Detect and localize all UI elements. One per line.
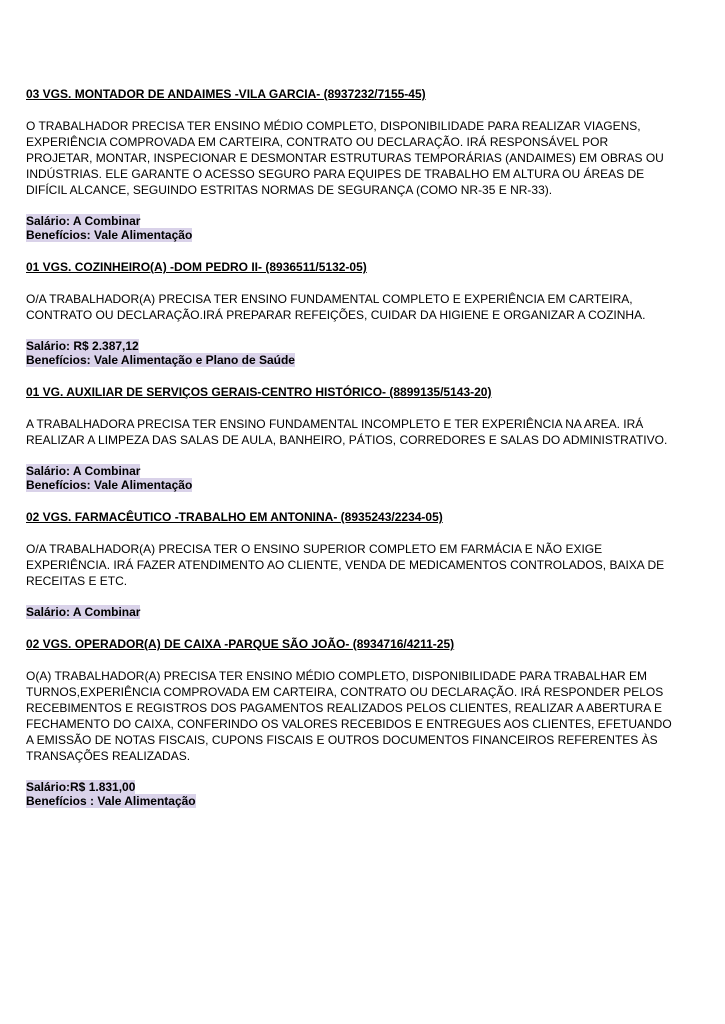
job-salary: Salário: A Combinar bbox=[26, 605, 141, 619]
job-benefits: Benefícios : Vale Alimentação bbox=[26, 794, 196, 808]
job-description: A TRABALHADORA PRECISA TER ENSINO FUNDAMENTAL INCOMPLETO E TER EXPERIÊNCIA NA AREA. IRÁ REALIZAR A LIMPEZA DAS SALAS DE AULA, BANHEIRO, PÁTIOS, CORREDORES E SALAS DO ADMINISTRATIVO. bbox=[26, 417, 668, 447]
job-posting-scaffold-assembler bbox=[26, 87, 685, 242]
job-title: 01 VGS. COZINHEIRO(A) -DOM PEDRO II- (8936511/5132-05) bbox=[26, 260, 367, 274]
job-title: 01 VG. AUXILIAR DE SERVIÇOS GERAIS-CENTRO HISTÓRICO- (8899135/5143-20) bbox=[26, 385, 492, 399]
job-description: O/A TRABALHADOR(A) PRECISA TER ENSINO FUNDAMENTAL COMPLETO E EXPERIÊNCIA EM CARTEIRA, CONTRATO OU DECLARAÇÃO.IRÁ PREPARAR REFEIÇÕES, CUIDAR DA HIGIENE E ORGANIZAR A COZINHA. bbox=[26, 292, 646, 322]
job-description: O(A) TRABALHADOR(A) PRECISA TER ENSINO MÉDIO COMPLETO, DISPONIBILIDADE PARA TRABALHAR EM TURNOS,EXPERIÊNCIA COMPROVADA EM CARTEIRA, CONTRATO OU DECLARAÇÃO. IRÁ RESPONDER PELOS RECEBIMENTOS E REGISTROS DOS PAGAMENTOS REALIZADOS PELOS CLIENTES, REALIZAR A ABERTURA E FECHAMENTO DO CAIXA, CONFERINDO OS VALORES RECEBIDOS E ENTREGUES AOS CLIENTES, EFETUANDO A EMISSÃO DE NOTAS FISCAIS, CUPONS FISCAIS E OUTROS DOCUMENTOS FINANCEIROS REFERENTES ÀS TRANSAÇÕES REALIZADAS. bbox=[26, 669, 672, 763]
job-benefits: Benefícios: Vale Alimentação bbox=[26, 478, 193, 492]
job-title: 03 VGS. MONTADOR DE ANDAIMES -VILA GARCIA- (8937232/7155-45) bbox=[26, 87, 426, 101]
job-salary: Salário: A Combinar bbox=[26, 464, 141, 478]
job-salary: Salário: A Combinar bbox=[26, 214, 141, 228]
job-posting-cashier bbox=[26, 637, 685, 808]
job-title: 02 VGS. FARMACÊUTICO -TRABALHO EM ANTONINA- (8935243/2234-05) bbox=[26, 510, 443, 524]
job-benefits: Benefícios: Vale Alimentação e Plano de Saúde bbox=[26, 353, 295, 367]
job-benefits: Benefícios: Vale Alimentação bbox=[26, 228, 193, 242]
job-posting-pharmacist bbox=[26, 510, 685, 619]
job-title: 02 VGS. OPERADOR(A) DE CAIXA -PARQUE SÃO JOÃO- (8934716/4211-25) bbox=[26, 637, 455, 651]
job-posting-general-services bbox=[26, 385, 685, 492]
job-description: O/A TRABALHADOR(A) PRECISA TER O ENSINO SUPERIOR COMPLETO EM FARMÁCIA E NÃO EXIGE EXPERIÊNCIA. IRÁ FAZER ATENDIMENTO AO CLIENTE, VENDA DE MEDICAMENTOS CONTROLADOS, BAIXA DE RECEITAS E ETC. bbox=[26, 542, 665, 588]
job-description: O TRABALHADOR PRECISA TER ENSINO MÉDIO COMPLETO, DISPONIBILIDADE PARA REALIZAR VIAGENS, EXPERIÊNCIA COMPROVADA EM CARTEIRA, CONTRATO OU DECLARAÇÃO. IRÁ RESPONSÁVEL POR PROJETAR, MONTAR, INSPECIONAR E DESMONTAR ESTRUTURAS TEMPORÁRIAS (ANDAIMES) EM OBRAS OU INDÚSTRIAS. ELE GARANTE O ACESSO SEGURO PARA EQUIPES DE TRABALHO EM ALTURA OU ÁREAS DE DIFÍCIL ALCANCE, SEGUINDO ESTRITAS NORMAS DE SEGURANÇA (COMO NR-35 E NR-33). bbox=[26, 119, 664, 197]
job-posting-cook bbox=[26, 260, 685, 367]
job-salary: Salário:R$ 1.831,00 bbox=[26, 780, 136, 794]
job-salary: Salário: R$ 2.387,12 bbox=[26, 339, 139, 353]
